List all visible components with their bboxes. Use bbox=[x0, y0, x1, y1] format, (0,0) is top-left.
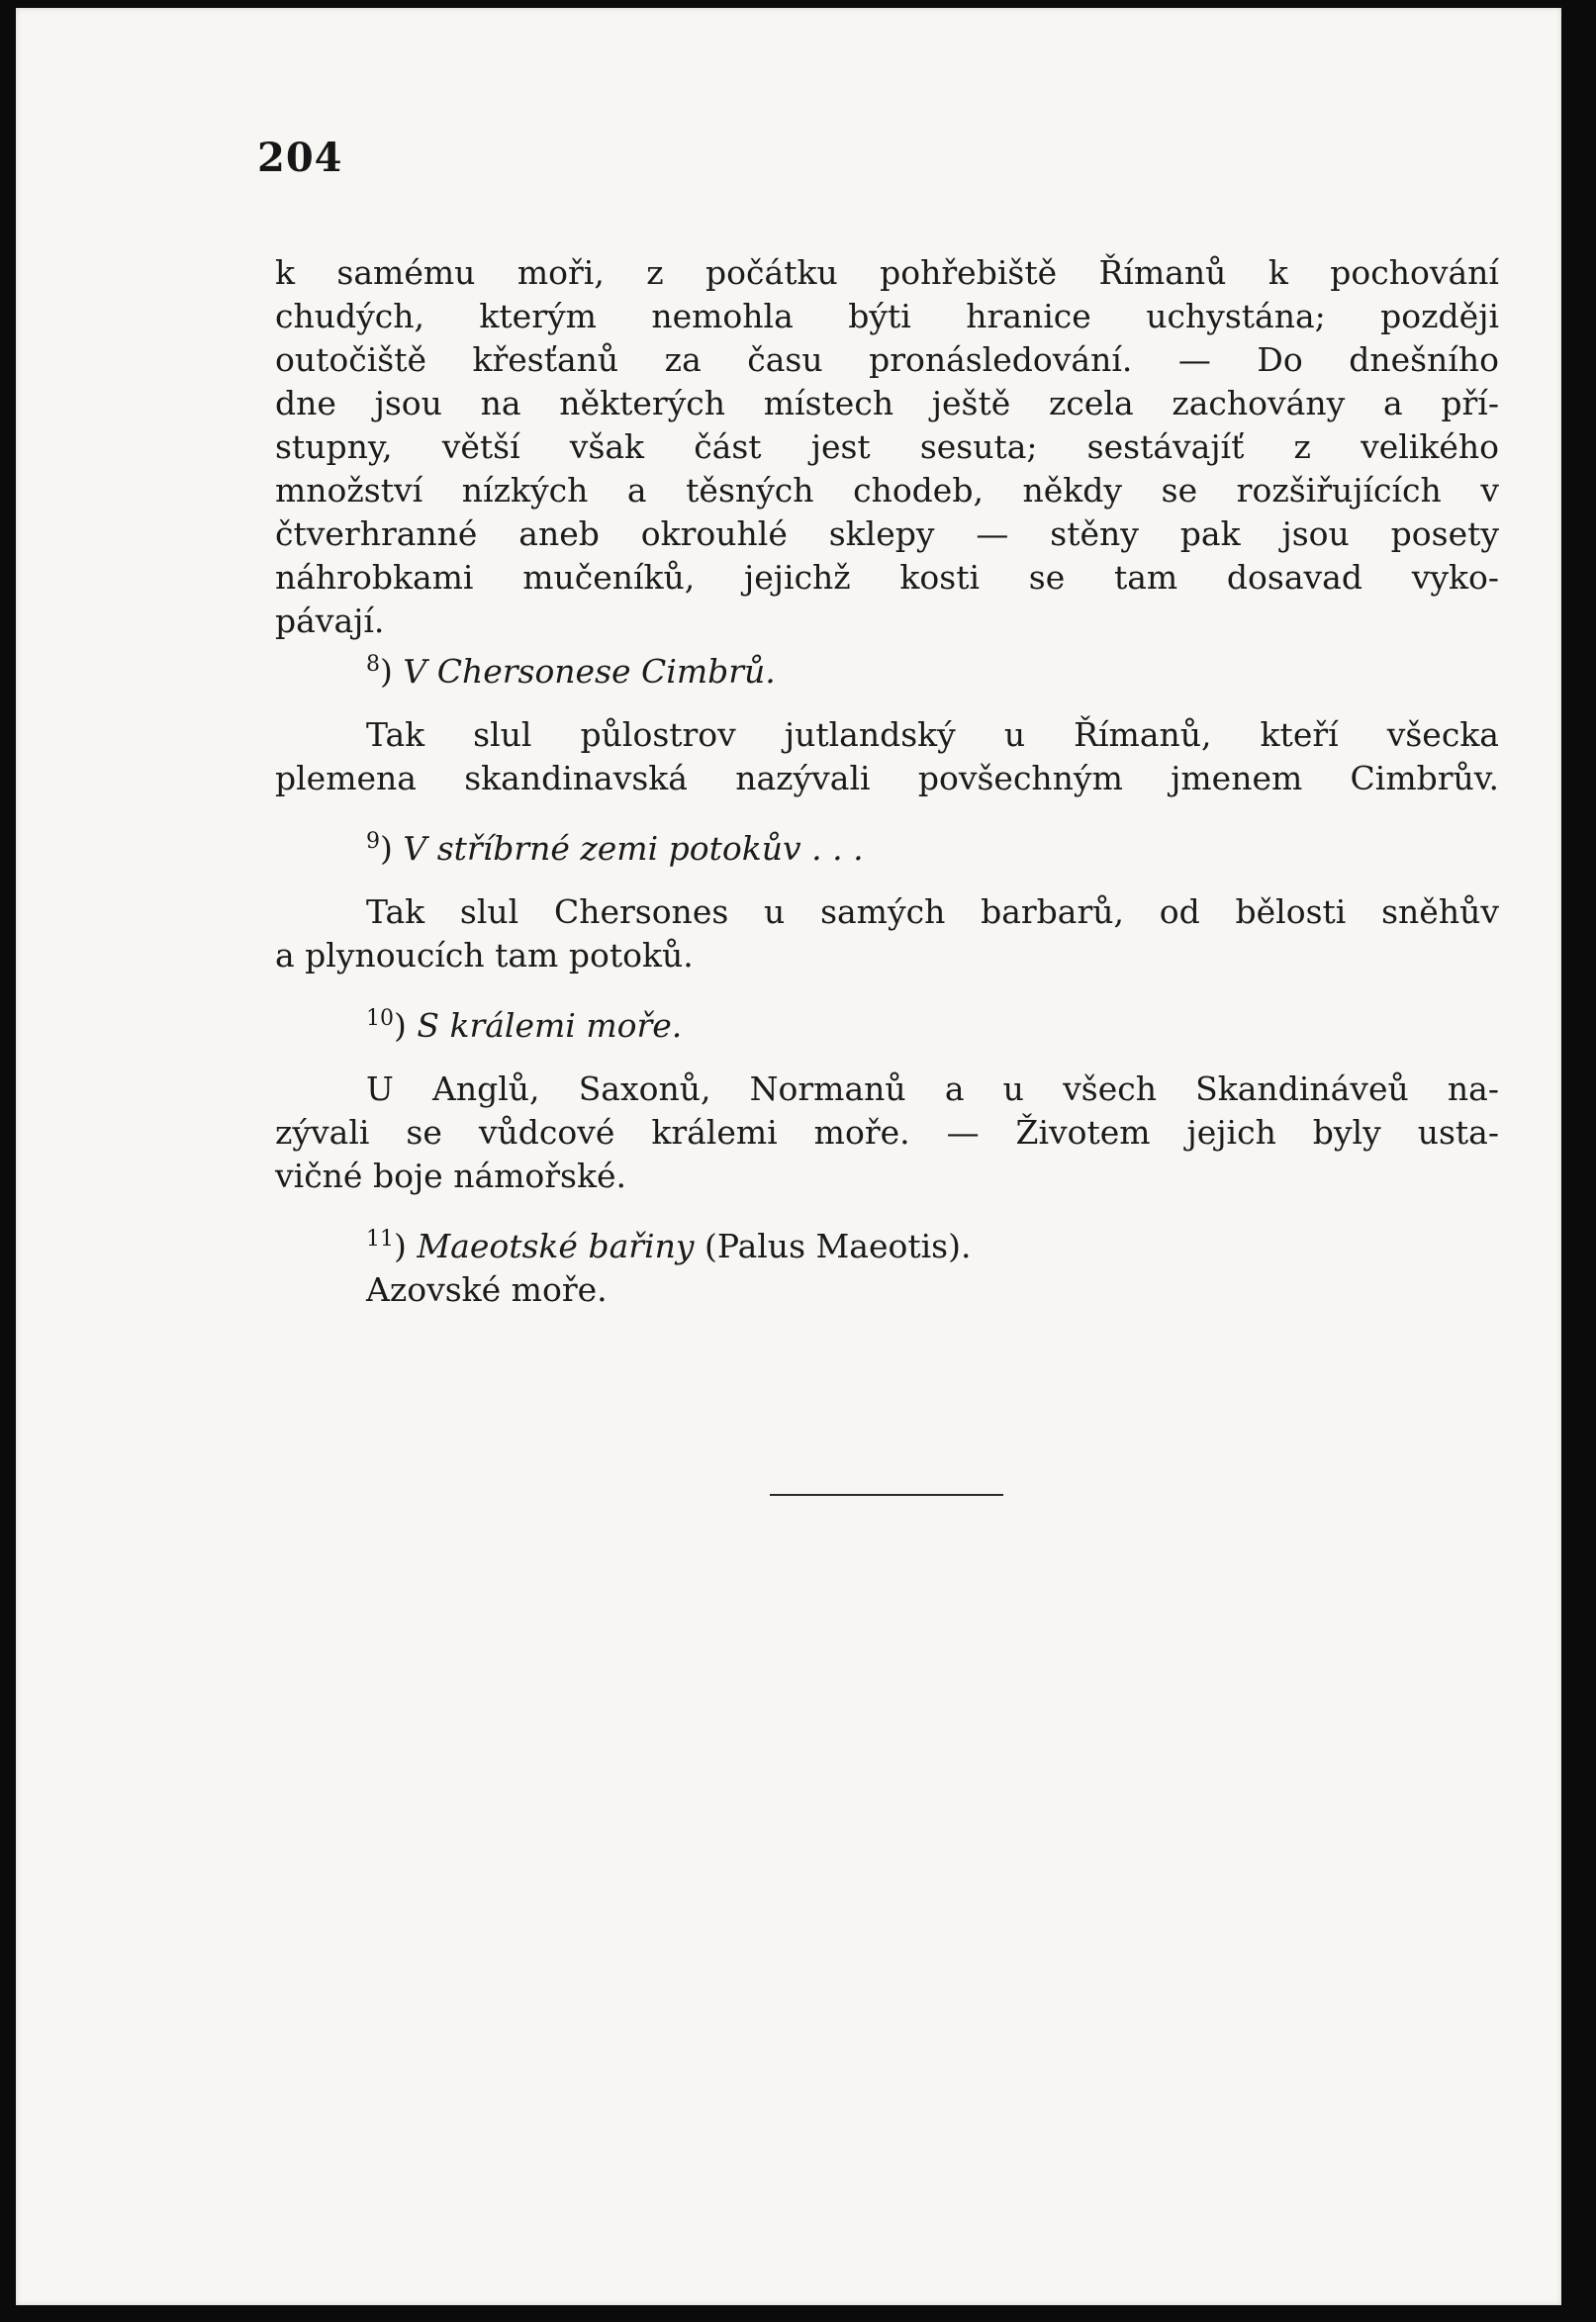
note-number: 10 bbox=[366, 1006, 394, 1031]
text-line: dne jsou na některých místech ještě zcela zachovány a pří- bbox=[275, 384, 1499, 422]
note-text-line: U Anglů, Saxonů, Normanů a u všech Skandináveů na- bbox=[366, 1069, 1499, 1108]
note-title-suffix: (Palus Maeotis). bbox=[704, 1227, 972, 1265]
note-title: S králemi moře. bbox=[417, 1006, 683, 1045]
text-line: chudých, kterým nemohla býti hranice uchystána; později bbox=[275, 297, 1499, 335]
end-rule bbox=[770, 1494, 1003, 1496]
note-text-line: vičné boje námořské. bbox=[275, 1157, 627, 1195]
note-title: V stříbrné zemi potokův . . . bbox=[403, 829, 864, 868]
page-text bbox=[275, 251, 1499, 1312]
note-text-line: a plynoucích tam potoků. bbox=[275, 936, 694, 975]
text-line: stupny, větší však část jest sesuta; sestávajíť z velikého bbox=[275, 427, 1499, 466]
note-title: V Chersonese Cimbrů. bbox=[403, 652, 776, 691]
note-text-line: plemena skandinavská nazývali povšechným jmenem Cimbrův. bbox=[275, 759, 1499, 797]
text-line: čtverhranné aneb okrouhlé sklepy — stěny pak jsou posety bbox=[275, 514, 1499, 553]
text-line: náhrobkami mučeníků, jejichž kosti se tam dosavad vyko- bbox=[275, 558, 1499, 597]
text-line: pávají. bbox=[275, 602, 385, 640]
page-number: 204 bbox=[257, 135, 343, 181]
note-text-line: Tak slul půlostrov jutlandský u Římanů, kteří všecka bbox=[366, 715, 1499, 754]
note-number: 9 bbox=[366, 829, 380, 854]
note-text-line: Azovské moře. bbox=[366, 1270, 608, 1309]
text-line: outočiště křesťanů za času pronásledování. — Do dnešního bbox=[275, 340, 1499, 379]
note-9-heading: $^9$) V stříbrné zemi potokův . . . bbox=[366, 829, 864, 868]
note-text-line: Tak slul Chersones u samých barbarů, od bělosti sněhův bbox=[366, 892, 1499, 931]
note-number: 8 bbox=[366, 652, 380, 677]
note-8-heading: $^8$) V Chersonese Cimbrů. bbox=[366, 652, 776, 691]
note-number: 11 bbox=[366, 1227, 394, 1252]
note-11-heading: $^{11}$) Maeotské bařiny (Palus Maeotis). bbox=[366, 1227, 972, 1265]
text-line: k samému moři, z počátku pohřebiště Římanů k pochování bbox=[275, 253, 1499, 292]
text-line: množství nízkých a těsných chodeb, někdy se rozšiřujících v bbox=[275, 471, 1499, 510]
book-page bbox=[16, 8, 1561, 2305]
note-10-heading: $^{10}$) S králemi moře. bbox=[366, 1006, 683, 1045]
paragraph-continuation bbox=[275, 251, 1499, 643]
note-text-line: zývali se vůdcové králemi moře. — Životem jejich byly usta- bbox=[275, 1113, 1499, 1152]
note-title: Maeotské bařiny bbox=[417, 1227, 695, 1265]
